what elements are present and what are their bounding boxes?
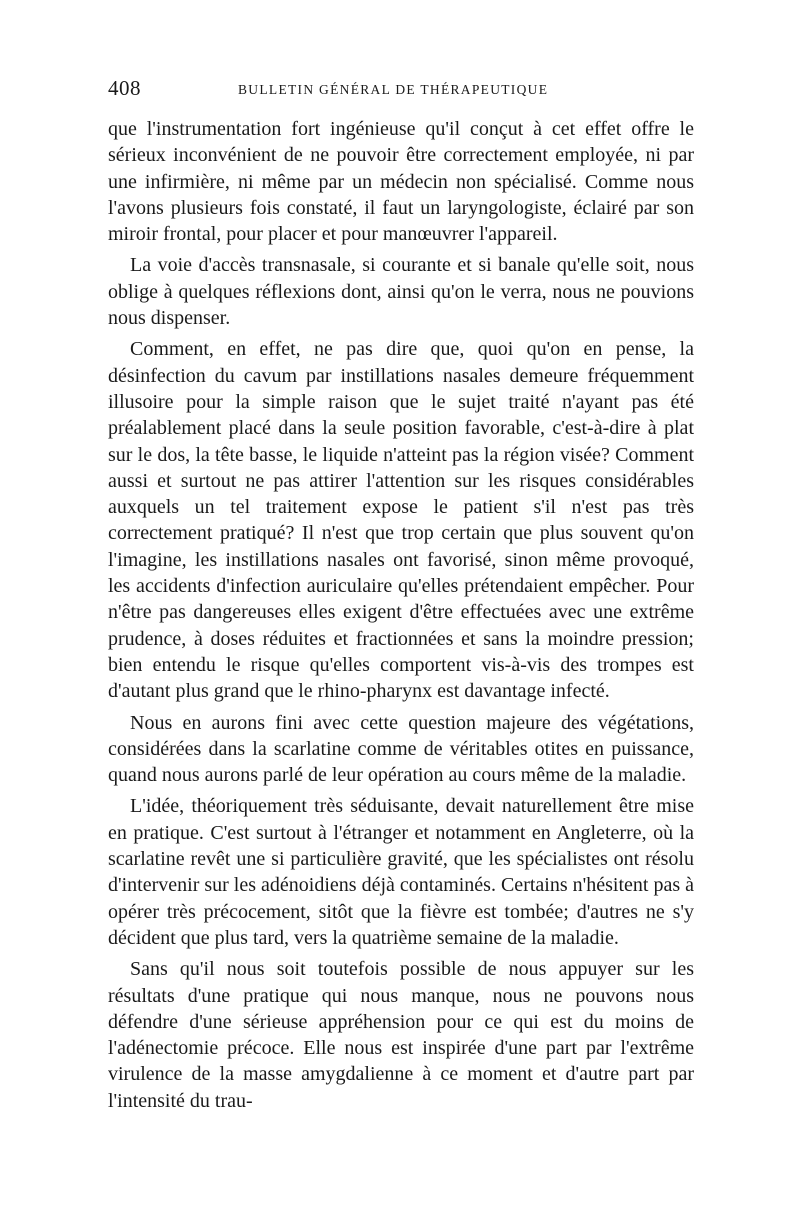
page-number: 408 <box>108 76 141 100</box>
paragraph: La voie d'accès transnasale, si courante et si banale qu'elle soit, nous oblige à quelques réflexions dont, ainsi qu'on le verra, nous ne pouvions nous dispenser. <box>108 254 694 330</box>
paragraph: que l'instrumentation fort ingénieuse qu'il conçut à cet effet offre le sérieux inconvénient de ne pouvoir être correctement employée, ni par une infirmière, ni même par un médecin non spécialisé. Comme nous l'avons plusieurs fois constaté, il faut un laryngologiste, éclairé par son miroir frontal, pour placer et pour manœuvrer l'appareil. <box>108 118 694 246</box>
paragraph: L'idée, théoriquement très séduisante, devait naturellement être mise en pratique. C'est surtout à l'étranger et notamment en Angleterre, où la scarlatine revêt une si particulière gravité, que les spécialistes ont résolu d'intervenir sur les adénoidiens déjà contaminés. Certains n'hésitent pas à opérer très précocement, sitôt que la fièvre est tombée; d'autres ne s'y décident que plus tard, vers la quatrième semaine de la maladie. <box>108 795 694 949</box>
running-head: BULLETIN GÉNÉRAL DE THÉRAPEUTIQUE <box>238 82 549 97</box>
body-text <box>108 116 694 1114</box>
paragraph: Sans qu'il nous soit toutefois possible de nous appuyer sur les résultats d'une pratique qui nous manque, nous ne pouvons nous défendre d'une sérieuse appréhension pour ce qui est du moins de l'adénectomie précoce. Elle nous est inspirée d'une part par l'extrême virulence de la masse amygdalienne à ce moment et d'autre part par l'intensité du trau- <box>108 958 694 1112</box>
paragraph: Nous en aurons fini avec cette question majeure des végétations, considérées dans la scarlatine comme de véritables otites en puissance, quand nous aurons parlé de leur opération au cours même de la maladie. <box>108 711 694 787</box>
page-header <box>108 72 694 102</box>
paragraph: Comment, en effet, ne pas dire que, quoi qu'on en pense, la désinfection du cavum par instillations nasales demeure fréquemment illusoire pour la simple raison que le sujet traité n'ayant pas été préalablement placé dans la seule position favorable, c'est-à-dire à plat sur le dos, la tête basse, le liquide n'atteint pas la région visée? Comment aussi et surtout ne pas attirer l'attention sur les risques considérables auxquels un tel traitement expose le patient s'il n'est pas très correctement pratiqué? Il n'est que trop certain que plus souvent qu'on l'imagine, les instillations nasales ont favorisé, sinon même provoqué, les accidents d'infection auriculaire qu'elles prétendaient empêcher. Pour n'être pas dangereuses elles exigent d'être effectuées avec une extrême prudence, à doses réduites et fractionnées et sans la moindre pression; bien entendu le risque qu'elles comportent vis-à-vis des trompes est d'autant plus grand que le rhino-pharynx est davantage infecté. <box>108 338 694 703</box>
document-page <box>108 72 694 1119</box>
